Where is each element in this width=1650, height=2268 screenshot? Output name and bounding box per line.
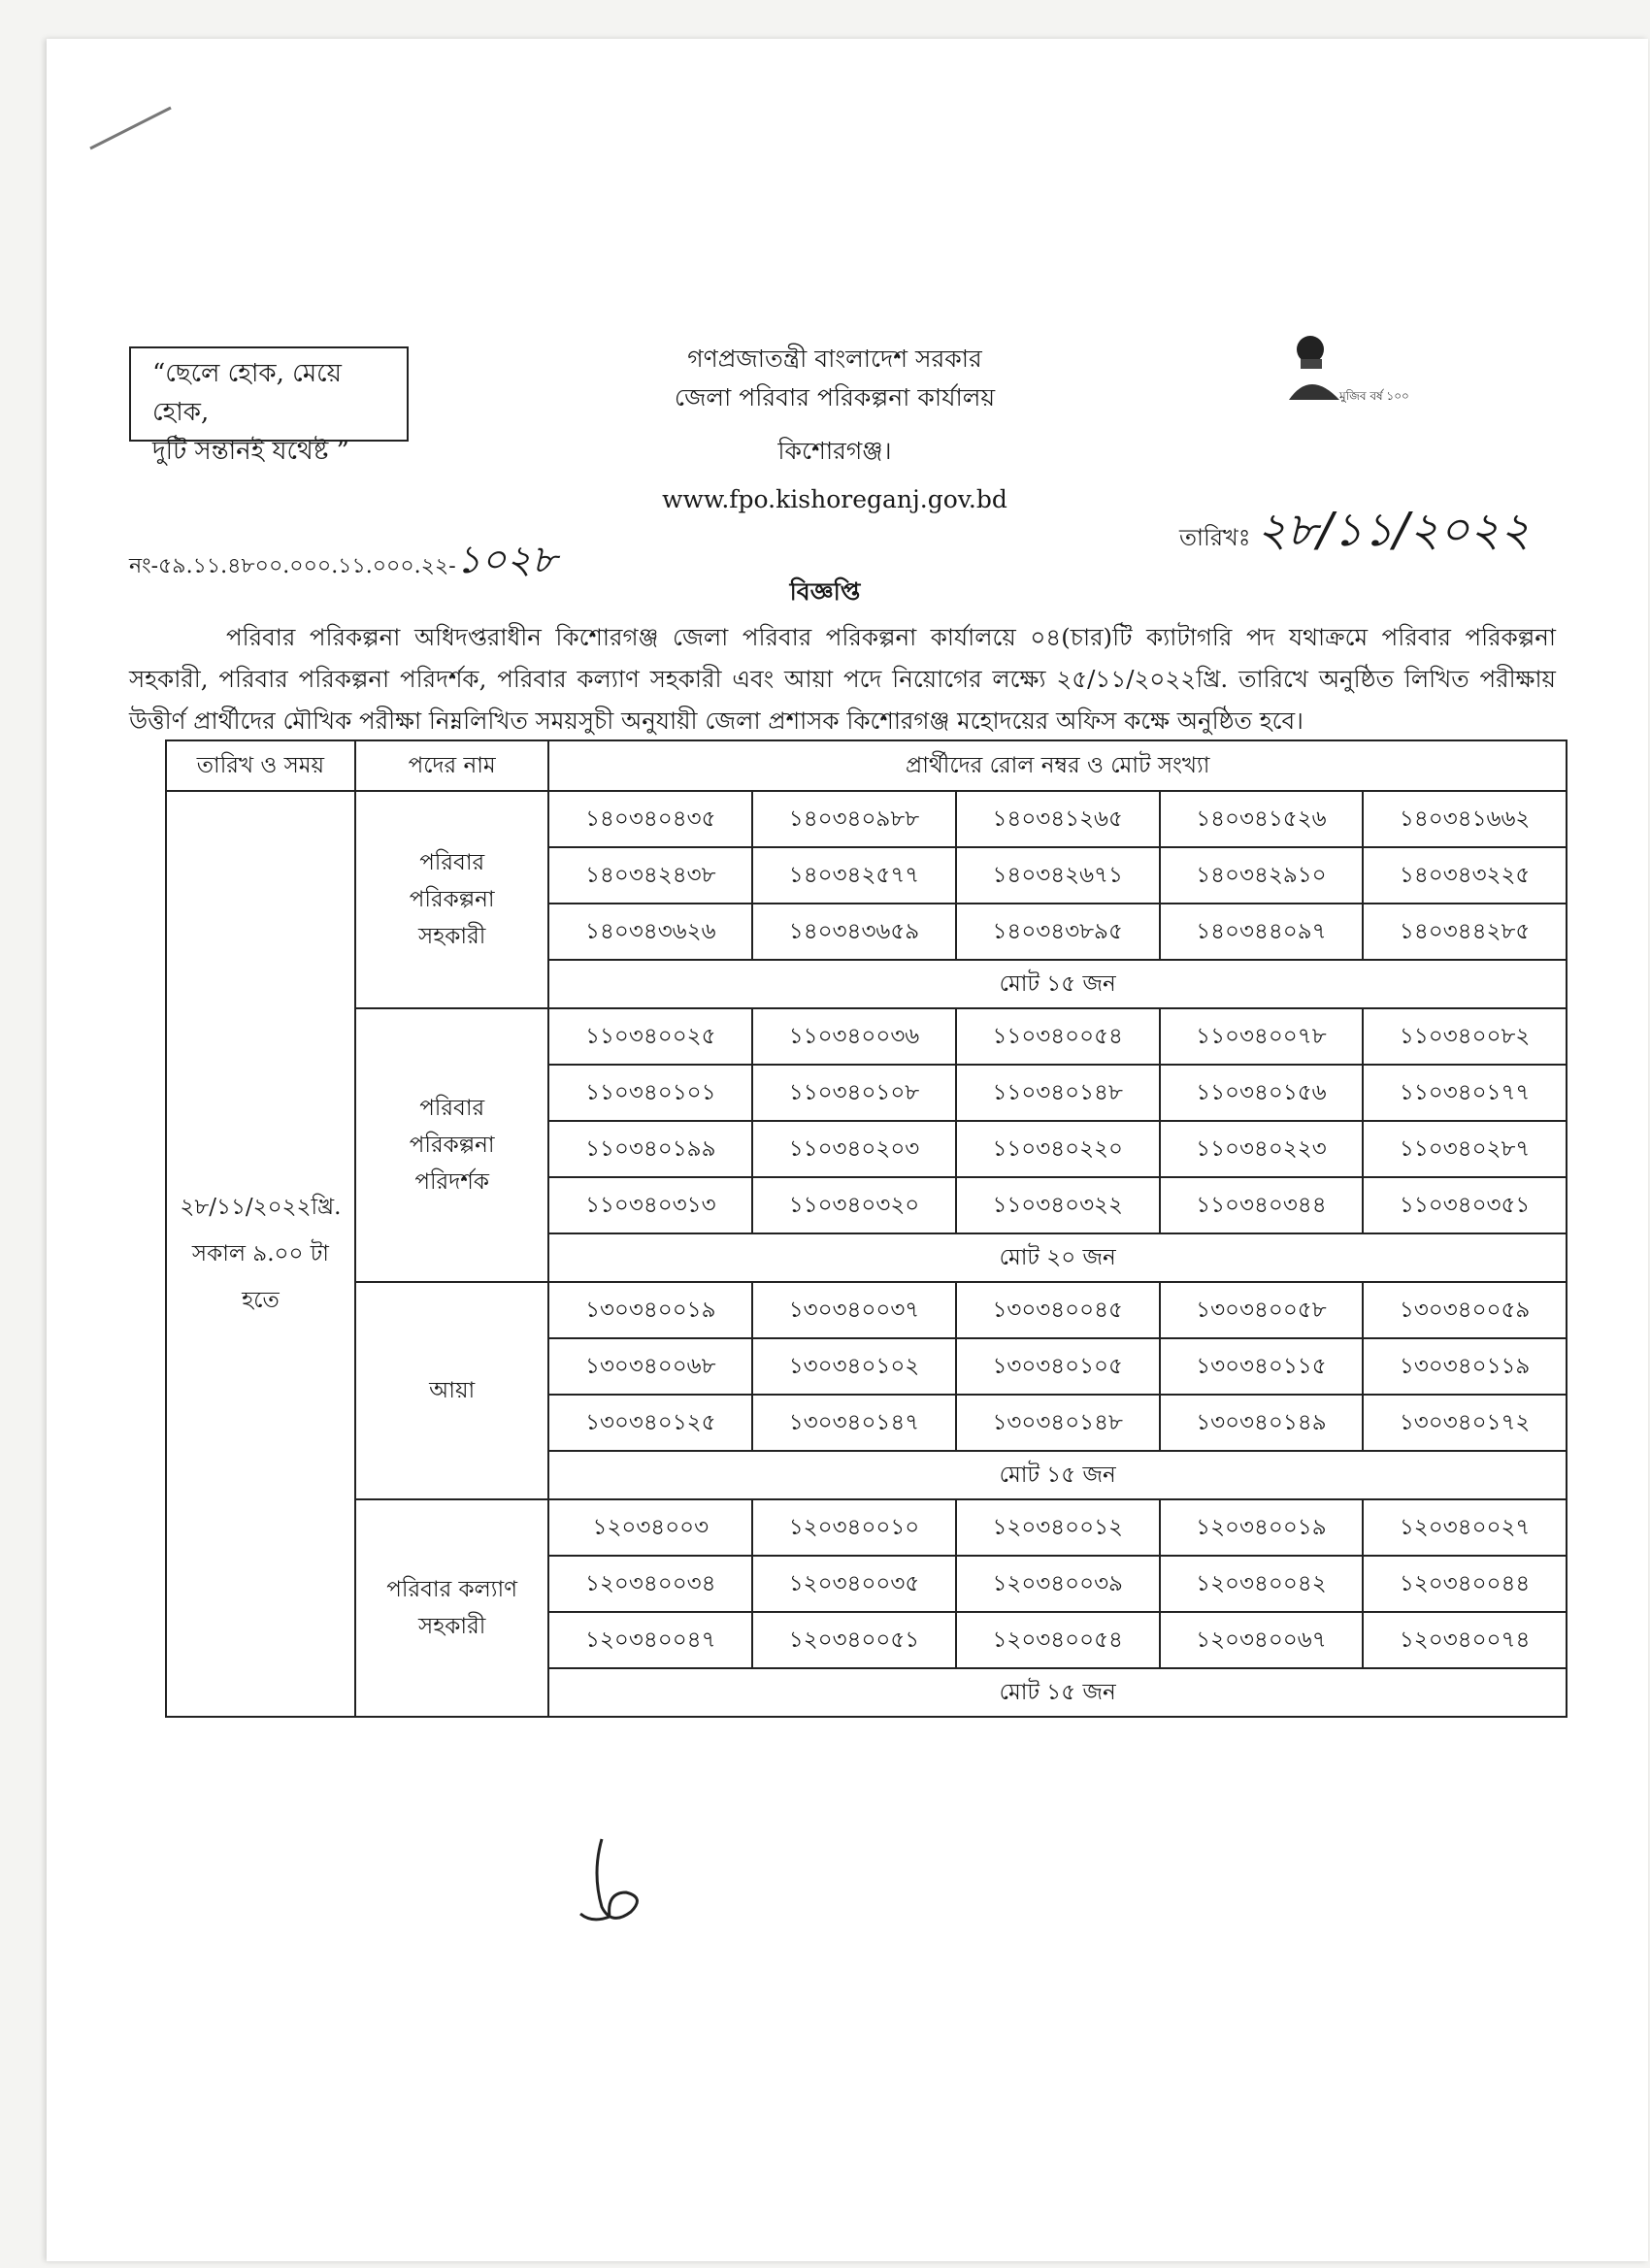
pen-mark bbox=[85, 102, 178, 155]
roll-number-cell: ১১০৩৪০১৯৯ bbox=[548, 1121, 752, 1177]
roll-number-cell: ১২০৩৪০০৩৫ bbox=[752, 1556, 956, 1612]
roll-number-cell: ১১০৩৪০৩৫১ bbox=[1363, 1177, 1567, 1233]
roll-number-cell: ১৪০৩৪২৯১০ bbox=[1160, 847, 1364, 904]
roll-number-cell: ১৪০৩৪২৪৩৮ bbox=[548, 847, 752, 904]
roll-number-cell: ১১০৩৪০১৪৮ bbox=[956, 1065, 1160, 1121]
post-name-line: পরিকল্পনা bbox=[409, 887, 495, 912]
group-total: মোট ২০ জন bbox=[548, 1233, 1567, 1282]
roll-number-cell: ১২০৩৪০০১২ bbox=[956, 1499, 1160, 1556]
interview-date-line-3: হতে bbox=[242, 1288, 280, 1313]
table-row bbox=[166, 791, 1567, 847]
roll-number-cell: ১১০৩৪০৩১৩ bbox=[548, 1177, 752, 1233]
roll-number-cell: ১১০৩৪০১০১ bbox=[548, 1065, 752, 1121]
post-name-line: পরিকল্পনা bbox=[409, 1133, 495, 1158]
roll-number-cell: ১৩০৩৪০১০২ bbox=[752, 1338, 956, 1395]
date-label: তারিখঃ bbox=[1179, 524, 1251, 551]
roll-number-cell: ১৪০৩৪৩৬৫৯ bbox=[752, 904, 956, 960]
slogan-line-2: দুটি সন্তানই যথেষ্ট ” bbox=[152, 437, 349, 466]
header-post-name: পদের নাম bbox=[355, 740, 549, 791]
roll-number-cell: ১২০৩৪০০৪২ bbox=[1160, 1556, 1364, 1612]
govt-name: গণপ্রজাতন্ত্রী বাংলাদেশ সরকার bbox=[687, 345, 982, 373]
roll-number-cell: ১৪০৩৪২৫৭৭ bbox=[752, 847, 956, 904]
roll-number-cell: ১২০৩৪০০২৭ bbox=[1363, 1499, 1567, 1556]
slogan-line-1: “ছেলে হোক, মেয়ে হোক, bbox=[152, 359, 342, 427]
roll-number-cell: ১৪০৩৪৩৬২৬ bbox=[548, 904, 752, 960]
roll-number-cell: ১১০৩৪০০৭৮ bbox=[1160, 1008, 1364, 1065]
roll-number-cell: ১৪০৩৪১২৬৫ bbox=[956, 791, 1160, 847]
interview-date-cell bbox=[166, 791, 355, 1717]
roll-number-cell: ১২০৩৪০০৫১ bbox=[752, 1612, 956, 1668]
slogan-box bbox=[129, 346, 409, 466]
post-name-cell bbox=[355, 1008, 549, 1282]
roll-number-cell: ১১০৩৪০২২৩ bbox=[1160, 1121, 1364, 1177]
roll-number-cell: ১২০৩৪০০৭৪ bbox=[1363, 1612, 1567, 1668]
roll-number-cell: ১২০৩৪০০৩৯ bbox=[956, 1556, 1160, 1612]
table-row bbox=[166, 1499, 1567, 1556]
roll-number-cell: ১৩০৩৪০১৪৭ bbox=[752, 1395, 956, 1451]
signature bbox=[573, 1834, 660, 1931]
roll-number-cell: ১৩০৩৪০১২৫ bbox=[548, 1395, 752, 1451]
roll-number-cell: ১১০৩৪০২০৩ bbox=[752, 1121, 956, 1177]
roll-number-cell: ১১০৩৪০২৮৭ bbox=[1363, 1121, 1567, 1177]
roll-number-cell: ১৩০৩৪০০৪৫ bbox=[956, 1282, 1160, 1338]
roll-number-cell: ১৩০৩৪০১১৯ bbox=[1363, 1338, 1567, 1395]
interview-date-line-1: ২৮/১১/২০২২খ্রি. bbox=[180, 1195, 342, 1220]
ref-number: ১০২৮ bbox=[455, 538, 557, 582]
roll-number-cell: ১১০৩৪০১৭৭ bbox=[1363, 1065, 1567, 1121]
district-name: কিশোরগঞ্জ। bbox=[777, 437, 892, 465]
roll-number-cell: ১৩০৩৪০১৪৮ bbox=[956, 1395, 1160, 1451]
roll-number-cell: ১১০৩৪০০৩৬ bbox=[752, 1008, 956, 1065]
notice-title: বিজ্ঞপ্তি bbox=[789, 577, 861, 606]
roll-number-cell: ১১০৩৪০৩২০ bbox=[752, 1177, 956, 1233]
post-name-cell bbox=[355, 791, 549, 1008]
schedule-table bbox=[165, 740, 1568, 1718]
roll-number-cell: ১১০৩৪০০৮২ bbox=[1363, 1008, 1567, 1065]
roll-number-cell: ১২০৩৪০০৫৪ bbox=[956, 1612, 1160, 1668]
roll-number-cell: ১২০৩৪০০৬৭ bbox=[1160, 1612, 1364, 1668]
roll-number-cell: ১৩০৩৪০১০৫ bbox=[956, 1338, 1160, 1395]
post-name-line: পরিবার কল্যাণ bbox=[386, 1577, 518, 1602]
mujib-borsho-logo bbox=[1271, 330, 1409, 408]
roll-number-cell: ১৪০৩৪৩২২৫ bbox=[1363, 847, 1567, 904]
roll-number-cell: ১১০৩৪০১৫৬ bbox=[1160, 1065, 1364, 1121]
group-total: মোট ১৫ জন bbox=[548, 1451, 1567, 1499]
header-rolls: প্রার্থীদের রোল নম্বর ও মোট সংখ্যা bbox=[548, 740, 1567, 791]
memo-date bbox=[1179, 495, 1530, 572]
roll-number-cell: ১৩০৩৪০১১৫ bbox=[1160, 1338, 1364, 1395]
roll-number-cell: ১৪০৩৪১৫২৬ bbox=[1160, 791, 1364, 847]
office-name: জেলা পরিবার পরিকল্পনা কার্যালয় bbox=[674, 383, 996, 411]
roll-number-cell: ১৪০৩৪৪২৮৫ bbox=[1363, 904, 1567, 960]
roll-number-cell: ১২০৩৪০০৩ bbox=[548, 1499, 752, 1556]
ref-prefix: নং-৫৯.১১.৪৮০০.০০০.১১.০০০.২২- bbox=[129, 554, 456, 578]
roll-number-cell: ১৩০৩৪০০৫৯ bbox=[1363, 1282, 1567, 1338]
roll-number-cell: ১৪০৩৪০৯৮৮ bbox=[752, 791, 956, 847]
roll-number-cell: ১৩০৩৪০০৫৮ bbox=[1160, 1282, 1364, 1338]
roll-number-cell: ১২০৩৪০০১৯ bbox=[1160, 1499, 1364, 1556]
roll-number-cell: ১৪০৩৪৩৮৯৫ bbox=[956, 904, 1160, 960]
roll-number-cell: ১৪০৩৪৪০৯৭ bbox=[1160, 904, 1364, 960]
interview-date-line-2: সকাল ৯.০০ টা bbox=[191, 1241, 329, 1266]
roll-number-cell: ১১০৩৪০১০৮ bbox=[752, 1065, 956, 1121]
roll-number-cell: ১২০৩৪০০৩৪ bbox=[548, 1556, 752, 1612]
table-row bbox=[166, 1008, 1567, 1065]
roll-number-cell: ১২০৩৪০০৪৭ bbox=[548, 1612, 752, 1668]
roll-number-cell: ১৩০৩৪০০১৯ bbox=[548, 1282, 752, 1338]
roll-number-cell: ১৩০৩৪০১৭২ bbox=[1363, 1395, 1567, 1451]
logo-text: মুজিব বর্ষ ১০০ bbox=[1339, 389, 1409, 403]
notice-body: পরিবার পরিকল্পনা অধিদপ্তরাধীন কিশোরগঞ্জ জেলা পরিবার পরিকল্পনা কার্যালয়ে ০৪(চার)টি ক্যাটাগরি পদ যথাক্রমে পরিবার পরিকল্পনা সহকারী, পরিবার পরিকল্পনা পরিদর্শক, পরিবার কল্যাণ সহকারী এবং আয়া পদে নিয়োগের লক্ষ্যে ২৫/১১/২০২২খ্রি. তারিখে অনুষ্ঠিত লিখিত পরীক্ষায় উত্তীর্ণ প্রার্থীদের মৌখিক পরীক্ষা নিম্নলিখিত সময়সুচী অনুযায়ী জেলা প্রশাসক কিশোরগঞ্জ মহোদয়ের অফিস কক্ষে অনুষ্ঠিত হবে। bbox=[129, 623, 1556, 735]
roll-number-cell: ১১০৩৪০৩২২ bbox=[956, 1177, 1160, 1233]
roll-number-cell: ১৩০৩৪০০৬৮ bbox=[548, 1338, 752, 1395]
roll-number-cell: ১১০৩৪০২২০ bbox=[956, 1121, 1160, 1177]
post-name-line: সহকারী bbox=[418, 924, 486, 949]
post-name-line: পরিদর্শক bbox=[414, 1169, 489, 1195]
roll-number-cell: ১৪০৩৪১৬৬২ bbox=[1363, 791, 1567, 847]
post-name-line: পরিবার bbox=[419, 1096, 485, 1121]
post-name-cell bbox=[355, 1282, 549, 1499]
roll-number-cell: ১৩০৩৪০১৪৯ bbox=[1160, 1395, 1364, 1451]
group-total: মোট ১৫ জন bbox=[548, 960, 1567, 1008]
post-name-line: পরিবার bbox=[419, 850, 485, 875]
table-body bbox=[166, 791, 1567, 1717]
group-total: মোট ১৫ জন bbox=[548, 1668, 1567, 1717]
roll-number-cell: ১২০৩৪০০১০ bbox=[752, 1499, 956, 1556]
post-name-line: আয়া bbox=[429, 1378, 476, 1403]
roll-number-cell: ১১০৩৪০৩৪৪ bbox=[1160, 1177, 1364, 1233]
table-row bbox=[166, 1282, 1567, 1338]
table-header-row bbox=[166, 740, 1567, 791]
roll-number-cell: ১৪০৩৪০৪৩৫ bbox=[548, 791, 752, 847]
roll-number-cell: ১৪০৩৪২৬৭১ bbox=[956, 847, 1160, 904]
roll-number-cell: ১৩০৩৪০০৩৭ bbox=[752, 1282, 956, 1338]
roll-number-cell: ১২০৩৪০০৪৪ bbox=[1363, 1556, 1567, 1612]
post-name-line: সহকারী bbox=[418, 1614, 486, 1639]
roll-number-cell: ১১০৩৪০০২৫ bbox=[548, 1008, 752, 1065]
date-value: ২৮/১১/২০২২ bbox=[1256, 503, 1531, 557]
header-date-time: তারিখ ও সময় bbox=[166, 740, 355, 791]
roll-number-cell: ১১০৩৪০০৫৪ bbox=[956, 1008, 1160, 1065]
post-name-cell bbox=[355, 1499, 549, 1717]
website: www.fpo.kishoreganj.gov.bd bbox=[662, 485, 1007, 513]
